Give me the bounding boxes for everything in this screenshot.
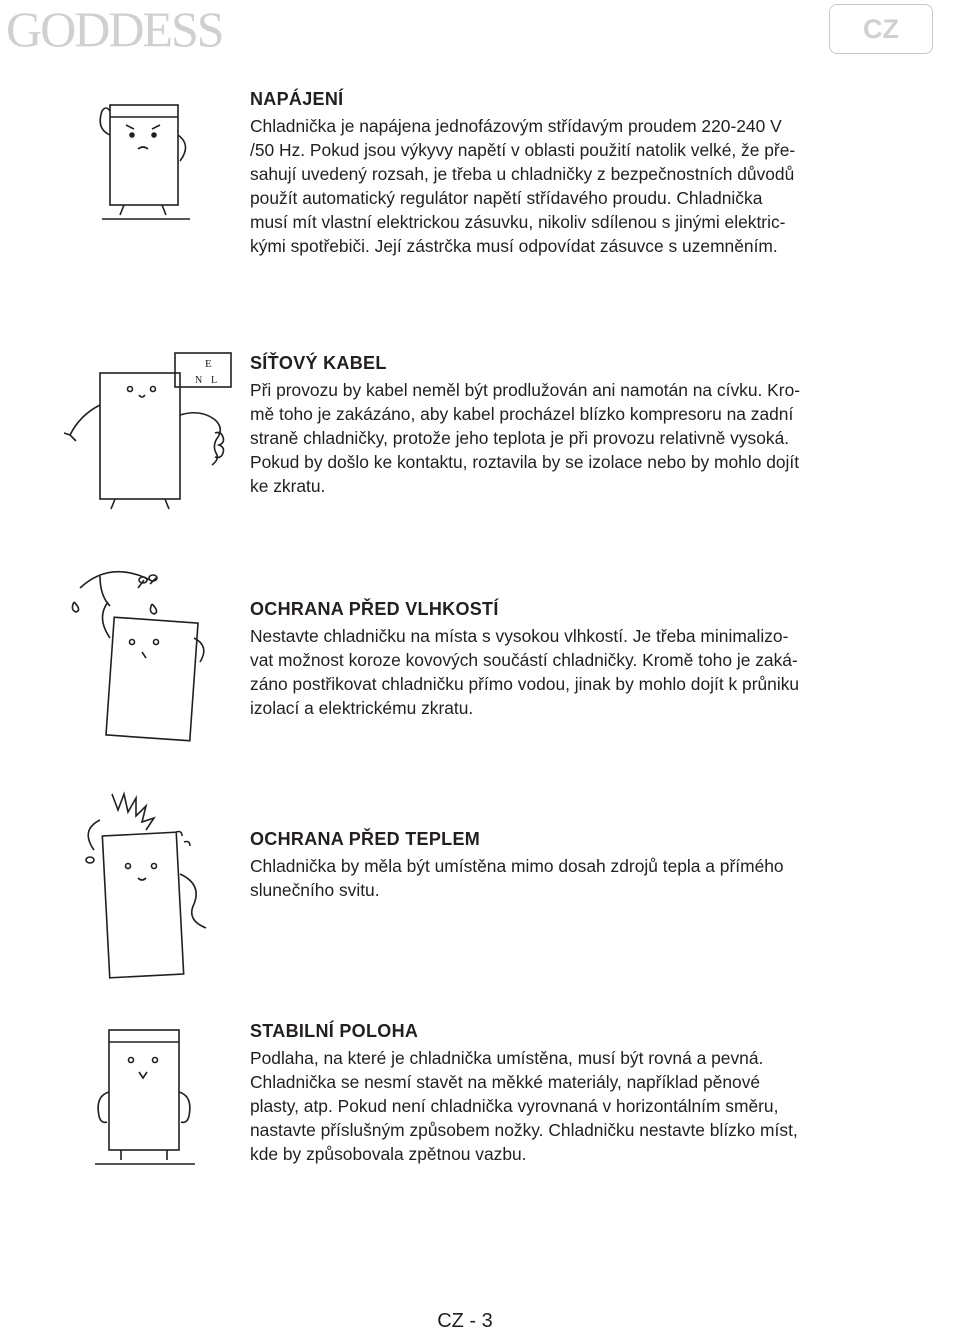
text-line: vat možnost koroze kovových součástí chladničky. Kromě toho je zaká- [250,650,798,670]
section-title: OCHRANA PŘED TEPLEM [250,829,481,849]
text-line: Při provozu by kabel neměl být prodlužován ani namotán na cívku. Kro- [250,380,801,400]
section-text [250,854,910,902]
logo-text: GODDESS [6,1,223,57]
text-line: musí mít vlastní elektrickou zásuvku, nikoliv sdílenou s jinými elektric- [250,212,786,232]
language-badge [829,4,933,54]
text-line: /50 Hz. Pokud jsou výkyvy napětí v oblasti použití natolik velké, že pře- [250,140,796,160]
section-stable-position [250,1020,910,1166]
section-title: NAPÁJENÍ [250,89,344,109]
fridge-cable-illustration [55,345,255,515]
text-line: nastavte příslušným způsobem nožky. Chladničku nestavte blízko míst, [250,1120,798,1140]
text-line: Chladnička je napájena jednofázovým střídavým proudem 220-240 V [250,116,782,136]
section-power-cable [250,352,910,498]
text-line: straně chladničky, protože jeho teplota je při provozu relativně vysoká. [250,428,790,448]
section-heat-protection [250,828,910,902]
section-text [250,114,910,258]
section-title: STABILNÍ POLOHA [250,1021,419,1041]
text-line: izolací a elektrickému zkratu. [250,698,474,718]
socket-live-label: L [211,375,218,386]
section-humidity-protection [250,598,910,720]
section-title: SÍŤOVÝ KABEL [250,353,387,373]
text-line: použít automatický regulátor napětí střídavého proudu. Chladnička [250,188,763,208]
socket-earth-label: E [205,358,212,370]
text-line: sahují uvedený rozsah, je třeba u chladničky z bezpečnostních důvodů [250,164,795,184]
text-line: plasty, atp. Pokud není chladnička vyrovnaná v horizontálním směru, [250,1096,779,1116]
socket-neutral-label: N [195,375,203,386]
language-label: CZ [863,13,899,44]
text-line: mě toho je zakázáno, aby kabel procházel blízko kompresoru na zadní [250,404,794,424]
fridge-stable-illustration [85,1022,205,1172]
section-text [250,624,910,720]
text-line: Chladnička by měla být umístěna mimo dosah zdrojů tepla a přímého [250,856,784,876]
fridge-heat-illustration [60,784,230,984]
text-line: kými spotřebiči. Její zástrčka musí odpovídat zásuvce s uzemněním. [250,236,778,256]
text-line: Chladnička se nesmí stavět na měkké materiály, například pěnové [250,1072,761,1092]
section-text [250,1046,910,1166]
goddess-logo [6,0,256,60]
fridge-humidity-illustration [60,558,230,748]
text-line: Pokud by došlo ke kontaktu, roztavila by se izolace nebo by mohlo dojít [250,452,800,472]
text-line: záno postřikovat chladničku přímo vodou, jinak by mohlo dojít k průniku [250,674,800,694]
text-line: kde by způsobovala zpětnou vazbu. [250,1144,527,1164]
fridge-angry-illustration [90,95,200,225]
section-title: OCHRANA PŘED VLHKOSTÍ [250,599,499,619]
section-power-supply [250,88,910,258]
text-line: Nestavte chladničku na místa s vysokou vlhkostí. Je třeba minimalizo- [250,626,789,646]
text-line: ke zkratu. [250,476,326,496]
page-number: CZ - 3 [437,1310,493,1332]
section-text [250,378,910,498]
text-line: slunečního svitu. [250,880,380,900]
text-line: Podlaha, na které je chladnička umístěna, musí být rovná a pevná. [250,1048,764,1068]
